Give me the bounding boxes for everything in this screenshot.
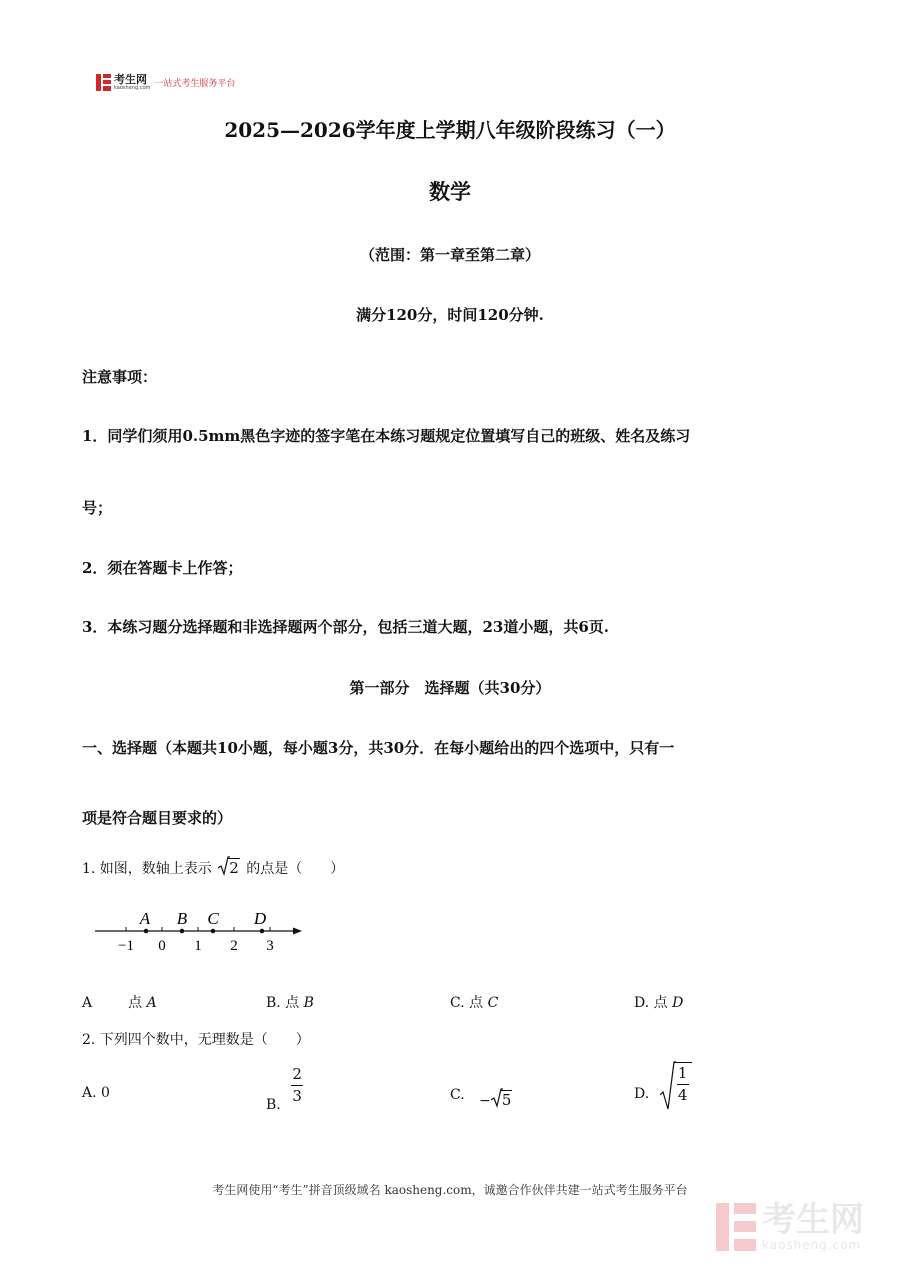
question-1-stem (82, 858, 344, 878)
point-label-a: A (139, 909, 151, 928)
part1-heading: 第一部分 选择题（共30分） (349, 679, 551, 697)
option-letter: C. (450, 995, 465, 1011)
option-letter: D. (634, 995, 650, 1011)
page-footer: 考生网使用“考生”拼音顶级域名 kaosheng.com，诚邀合作伙伴共建一站式考生服务平台 (212, 1183, 688, 1197)
number-line-diagram (90, 903, 310, 958)
watermark-mark-icon (716, 1203, 756, 1251)
exam-scope: （范围：第一章至第二章） (359, 246, 540, 264)
exam-subject: 数学 (429, 179, 471, 204)
question-2-stem: 2. 下列四个数中，无理数是（ ） (82, 1032, 310, 1048)
q2-option-d[interactable] (634, 1062, 692, 1103)
point-label-c: C (207, 909, 219, 928)
radical-sign-icon (491, 1088, 503, 1108)
number-line-arrow-icon (293, 928, 302, 935)
fraction-two-thirds: $\frac{2}{3}$ (292, 1065, 302, 1105)
point-b-dot (180, 929, 185, 934)
q2-option-b[interactable] (266, 1065, 303, 1113)
option-letter: A (82, 995, 93, 1011)
option-letter: A. (82, 1085, 97, 1101)
q2-option-c[interactable] (450, 1085, 512, 1109)
site-logo (96, 72, 235, 92)
notes-item-1-line-2: 号； (82, 499, 113, 517)
q2-option-a[interactable] (82, 1085, 110, 1101)
q1-option-d[interactable]: D. 点 D (634, 995, 684, 1011)
section1-line-1: 一、选择题（本题共10小题，每小题3分，共30分．在每小题给出的四个选项中，只有一 (82, 739, 675, 757)
option-value: 0 (101, 1085, 110, 1101)
option-letter: C. (450, 1087, 465, 1103)
sqrt-one-quarter-expression: $\frac{1}{4}$ (660, 1062, 692, 1103)
tick-label: 0 (158, 938, 166, 954)
notes-item-2: 2．须在答题卡上作答； (82, 559, 243, 577)
section1-line-2: 项是符合题目要求的） (82, 809, 233, 827)
point-c-dot (211, 929, 216, 934)
logo-mark-icon (96, 74, 111, 91)
tick-label: −1 (118, 938, 134, 954)
watermark-brand: 考生网 (762, 1200, 864, 1240)
notes-item-3: 3．本练习题分选择题和非选择题两个部分，包括三道大题，23道小题，共6页. (82, 618, 609, 636)
question-1-stem-before: 1. 如图，数轴上表示 (82, 861, 212, 877)
tick-label: 2 (230, 938, 238, 954)
neg-sqrt-5-expression: − 5 (479, 1091, 512, 1109)
logo-brand: 考生网 (114, 72, 147, 86)
watermark-logo (716, 1200, 864, 1252)
watermark-domain: kaosheng.com (762, 1238, 862, 1252)
notes-heading: 注意事项： (82, 368, 158, 386)
q1-option-c[interactable]: C. 点 C (450, 995, 499, 1011)
radical-sign-icon (218, 856, 230, 876)
logo-domain: kaosheng.com (114, 84, 151, 91)
question-1-stem-after: 的点是（ ） (246, 861, 345, 877)
option-letter: D. (634, 1086, 650, 1102)
q1-option-b[interactable]: B. 点 B (266, 995, 314, 1011)
tick-label: 3 (266, 938, 274, 954)
option-letter: B. (266, 1097, 281, 1113)
point-label-b: B (176, 909, 188, 928)
point-label-d: D (253, 909, 267, 928)
notes-item-1-line-1: 1．同学们须用0.5mm黑色字迹的签字笔在本练习题规定位置填写自己的班级、姓名及练习 (82, 427, 691, 445)
radical-sign-icon (660, 1061, 676, 1111)
point-d-dot (260, 929, 265, 934)
logo-slogan: 一站式考生服务平台 (154, 78, 236, 89)
q1-option-a[interactable]: A 点 A (82, 995, 157, 1011)
exam-score-time: 满分120分，时间120分钟. (356, 306, 544, 324)
point-a-dot (144, 929, 149, 934)
sqrt-2-expression (218, 859, 240, 877)
sqrt-2-radicand: 2 (229, 859, 239, 877)
exam-title: 2025—2026学年度上学期八年级阶段练习（一） (224, 118, 676, 142)
tick-label: 1 (194, 938, 202, 954)
option-letter: B. (266, 995, 281, 1011)
